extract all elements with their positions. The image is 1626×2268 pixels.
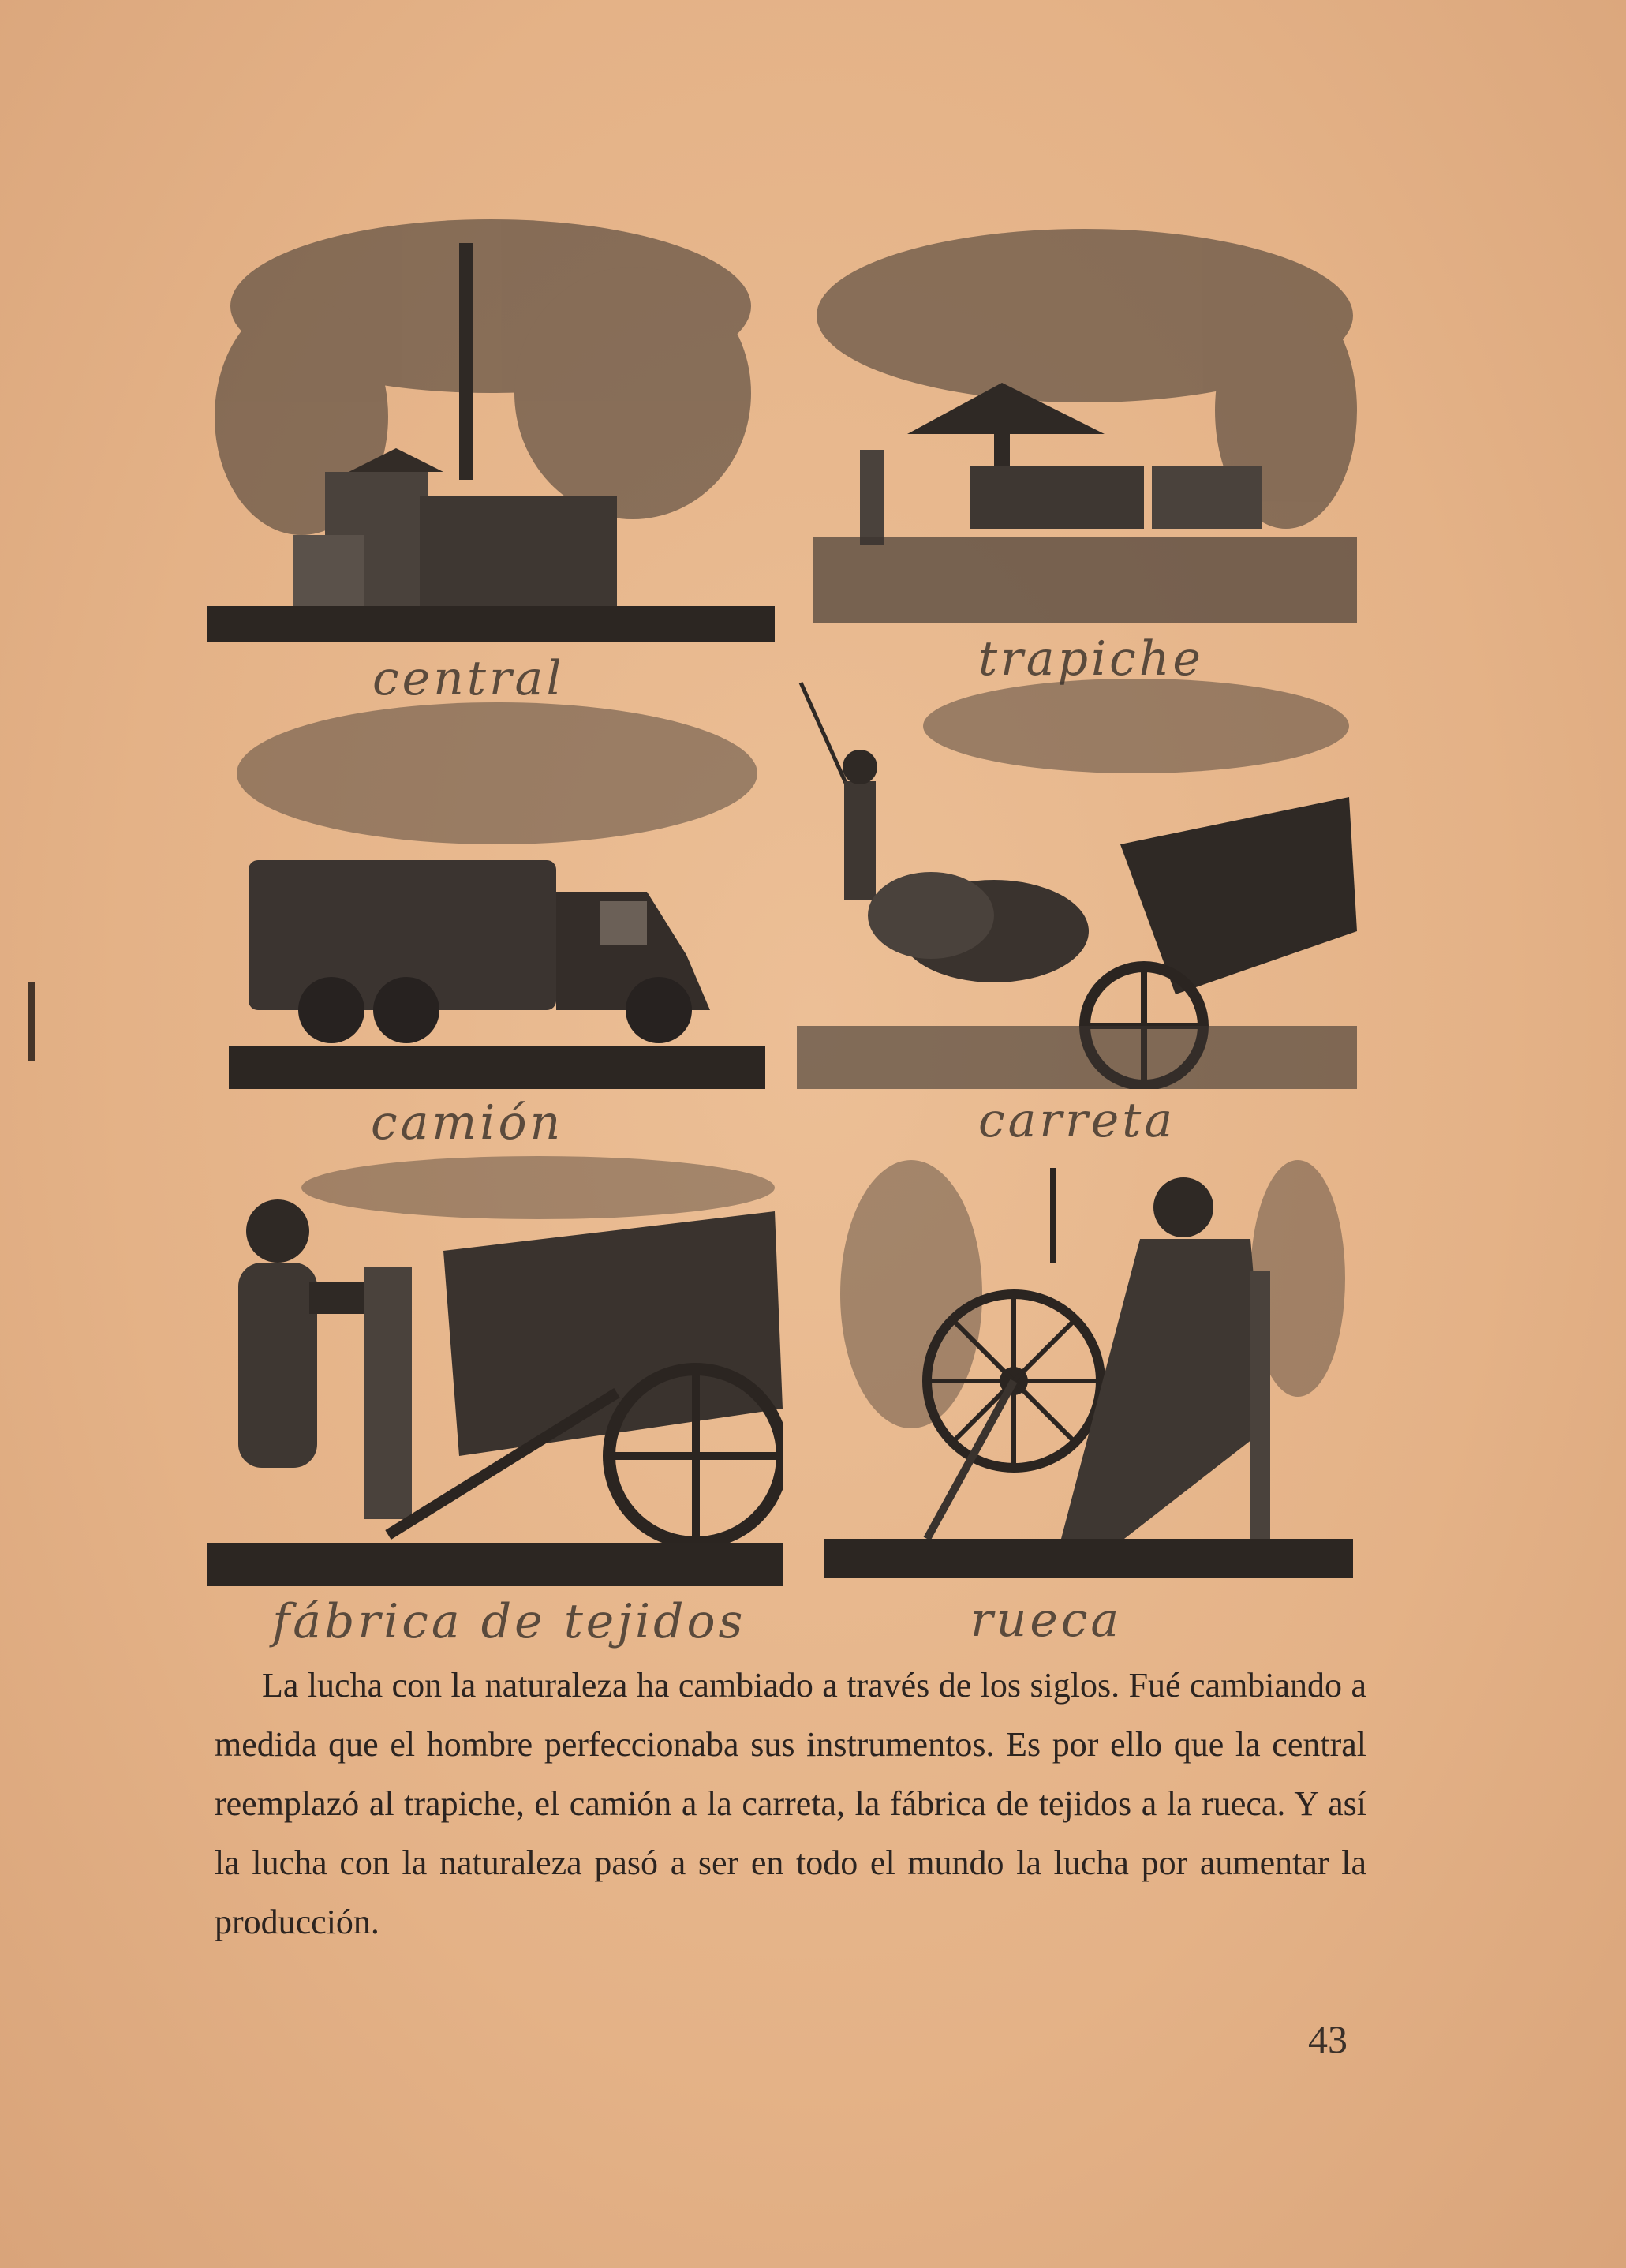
illustration-rueca (824, 1144, 1353, 1578)
illustration-trapiche (813, 229, 1357, 623)
illustration-carreta (797, 679, 1357, 1089)
caption-camion: camión (371, 1095, 564, 1151)
illustration-central (207, 211, 775, 642)
caption-trapiche: trapiche (978, 631, 1204, 687)
illustration-camion (229, 694, 765, 1089)
caption-central: central (372, 651, 565, 706)
edge-mark (28, 982, 35, 1061)
caption-rueca: rueca (970, 1592, 1123, 1648)
caption-carreta: carreta (978, 1093, 1176, 1148)
caption-fabrica: fábrica de tejidos (272, 1594, 746, 1649)
page-number: 43 (1308, 2017, 1348, 2061)
illustration-fabrica (207, 1156, 783, 1586)
body-paragraph: La lucha con la naturaleza ha cambiado a través de los siglos. Fué cambiando a medida que el hombre perfeccionaba sus instrumentos. Es por ello que la central reemplazó al trapiche, el camión a la carreta, la fábrica de tejidos a la rueca. Y así la lucha con la naturaleza pasó a ser en todo el mundo la lucha por aumentar la producción. (215, 1666, 1366, 1941)
